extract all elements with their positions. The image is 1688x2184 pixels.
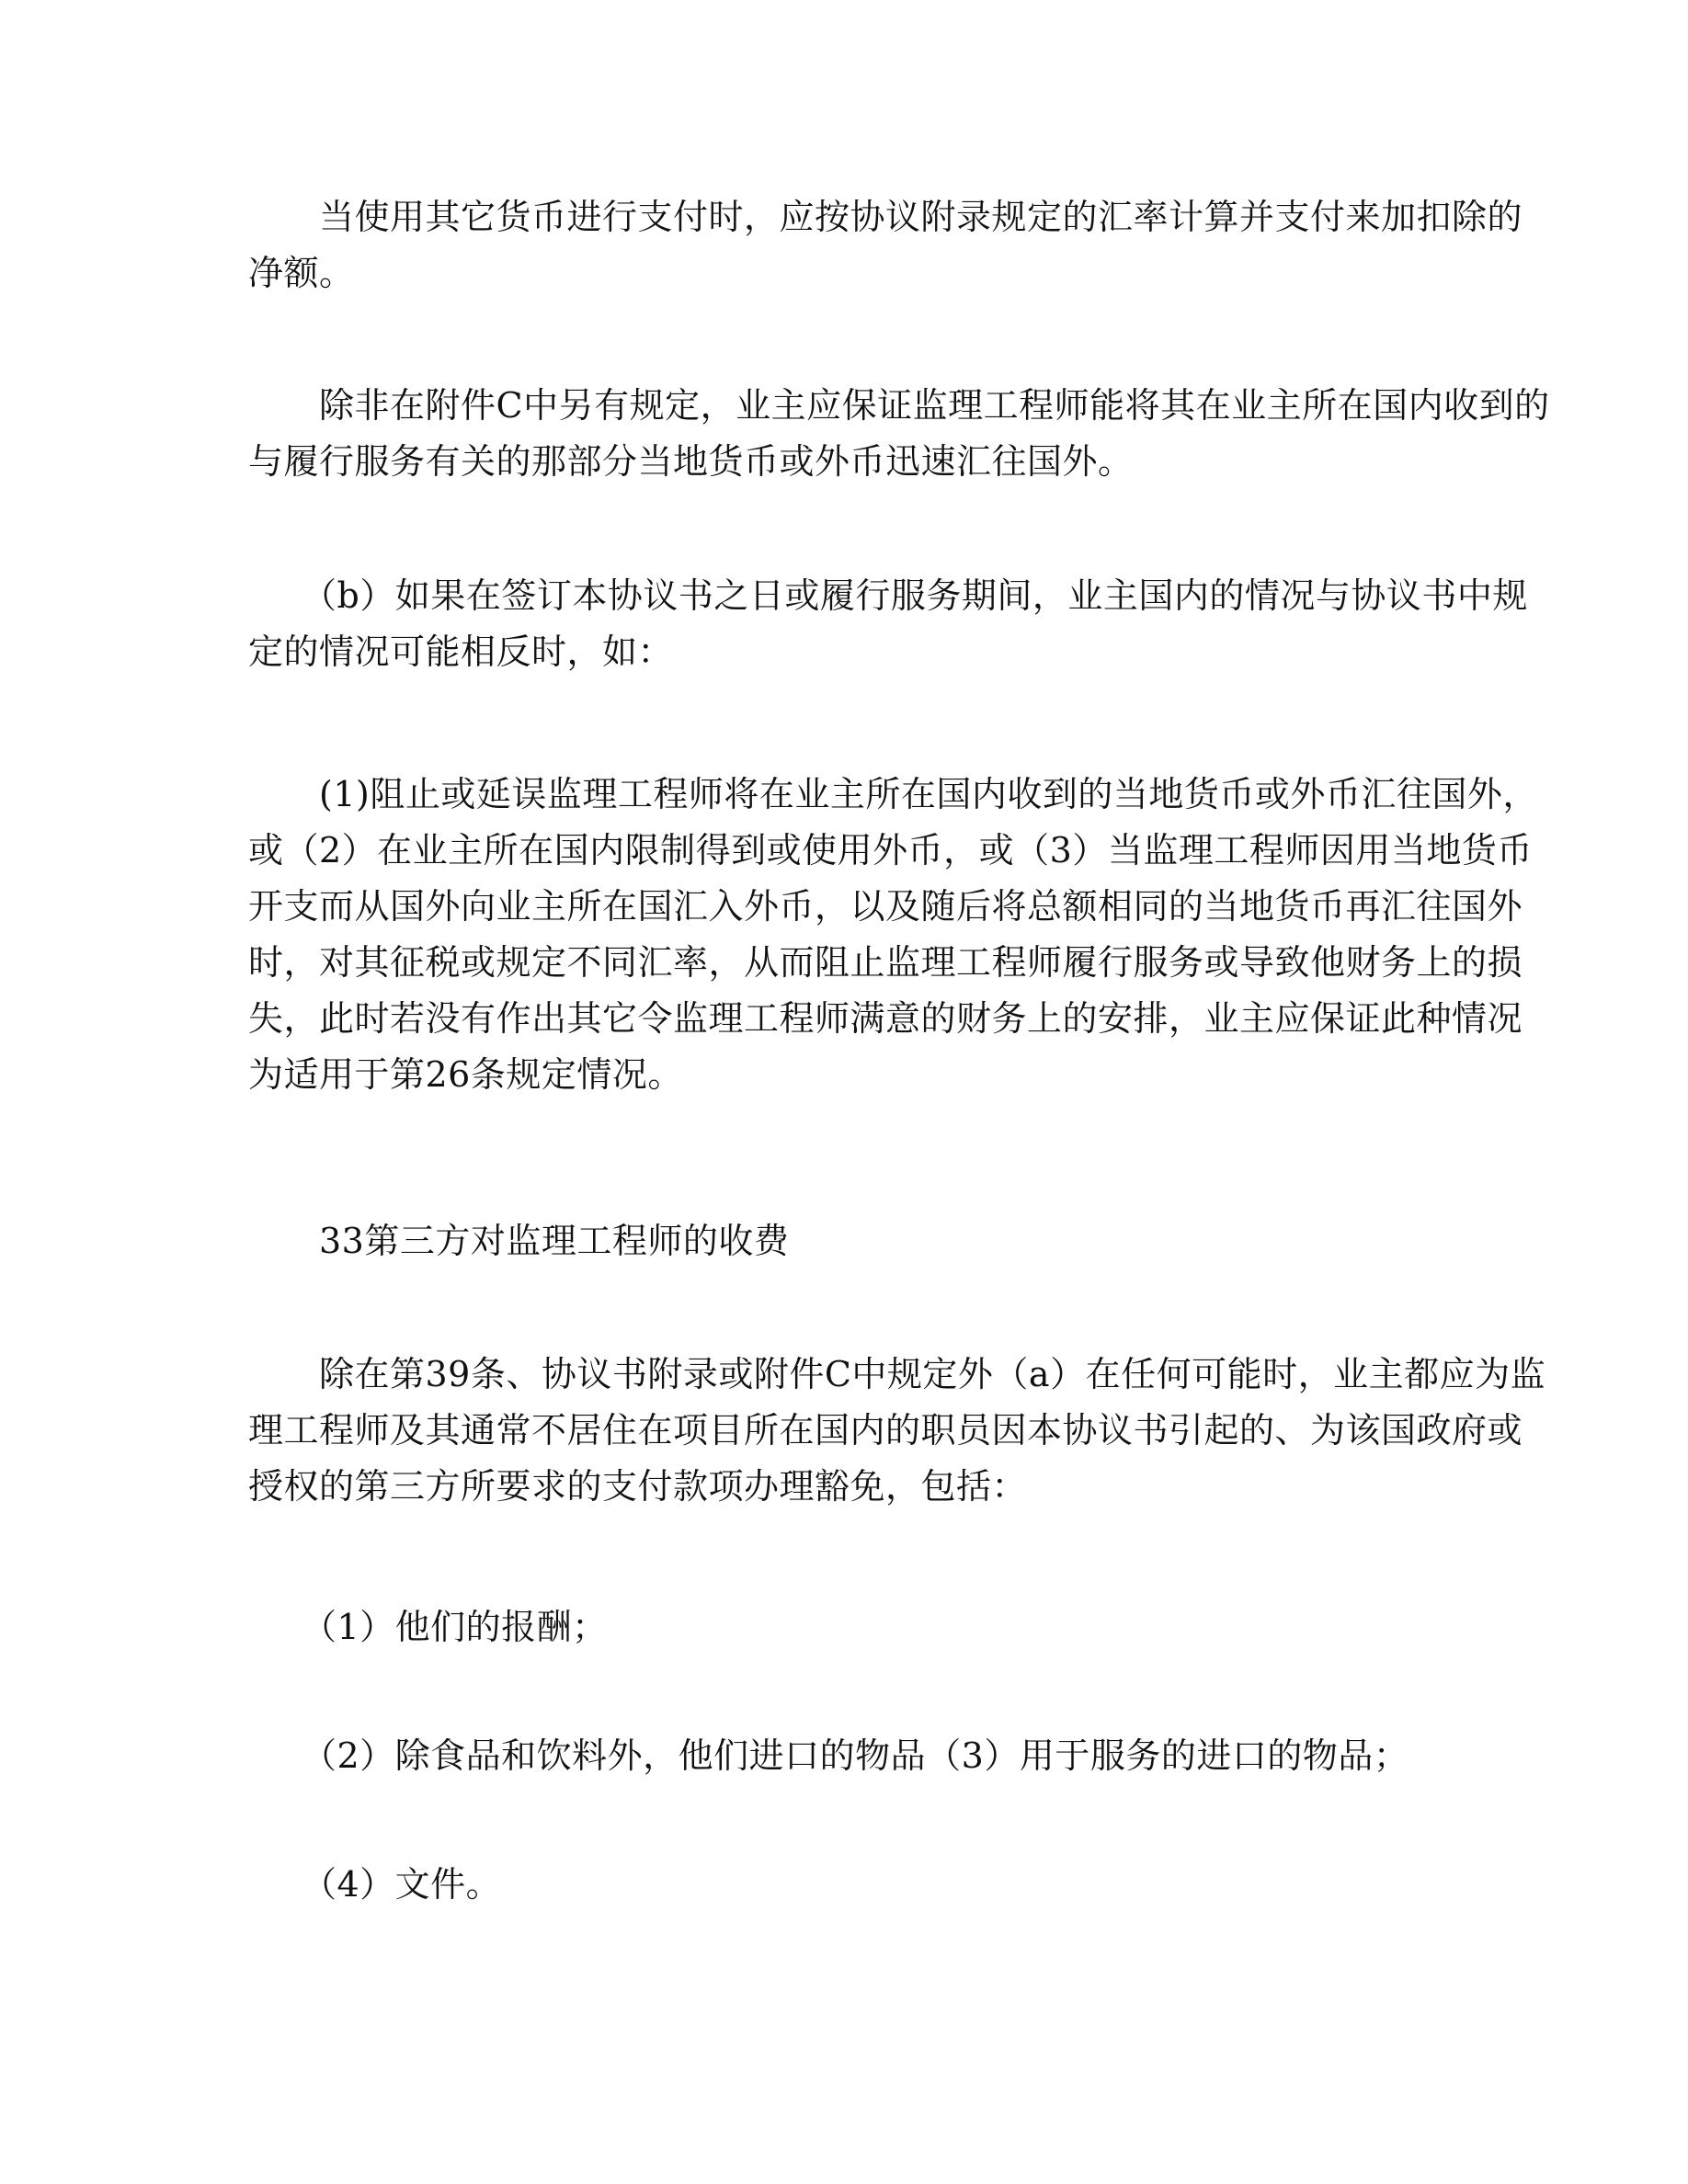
text-line: （2）除食品和饮料外，他们进口的物品（3）用于服务的进口的物品； [248,1735,1409,1776]
text-line: （b）如果在签订本协议书之日或履行服务期间，业主国内的情况与协议书中规 [248,575,1528,616]
text-line: 净额。 [248,253,355,293]
text-line: 开支而从国外向业主所在国汇入外币，以及随后将总额相同的当地货币再汇往国外 [248,886,1523,927]
text-line: 除非在附件C中另有规定，业主应保证监理工程师能将其在业主所在国内收到的 [248,385,1550,426]
text-line: 除在第39条、协议书附录或附件C中规定外（a）在任何可能时，业主都应为监 [248,1354,1546,1394]
text-line: 失，此时若没有作出其它令监理工程师满意的财务上的安排，业主应保证此种情况 [248,998,1523,1039]
text-line: （4）文件。 [248,1864,502,1905]
paragraph-remittance [248,378,1550,490]
list-item-2-3 [248,1728,1434,1784]
text-line: 授权的第三方所要求的支付款项办理豁免，包括： [248,1466,1028,1507]
text-line: 当使用其它货币进行支付时，应按协议附录规定的汇率计算并支付来加扣除的 [248,197,1523,237]
section-heading-33 [248,1213,1434,1269]
list-item-1 [248,1599,1434,1655]
text-line: 时，对其征税或规定不同汇率，从而阻止监理工程师履行服务或导致他财务上的损 [248,942,1523,983]
text-line: 或（2）在业主所在国内限制得到或使用外币，或（3）当监理工程师因用当地货币 [248,830,1533,870]
paragraph-clause-b [248,568,1528,680]
text-line: 与履行服务有关的那部分当地货币或外币迅速汇往国外。 [248,441,1134,482]
list-item-4 [248,1857,1434,1913]
text-line: 为适用于第26条规定情况。 [248,1054,683,1095]
paragraph-third-party-charges [248,1347,1546,1515]
text-line: 定的情况可能相反时，如： [248,631,674,672]
text-line: 理工程师及其通常不居住在项目所在国内的职员因本协议书引起的、为该国政府或 [248,1410,1523,1450]
text-line: （1）他们的报酬； [248,1607,608,1647]
text-line: 33第三方对监理工程师的收费 [248,1221,790,1261]
text-line: (1)阻止或延误监理工程师将在业主所在国内收到的当地货币或外币汇往国外， [248,774,1538,814]
paragraph-currency-payment [248,189,1523,301]
paragraph-conditions-list [248,767,1538,1103]
